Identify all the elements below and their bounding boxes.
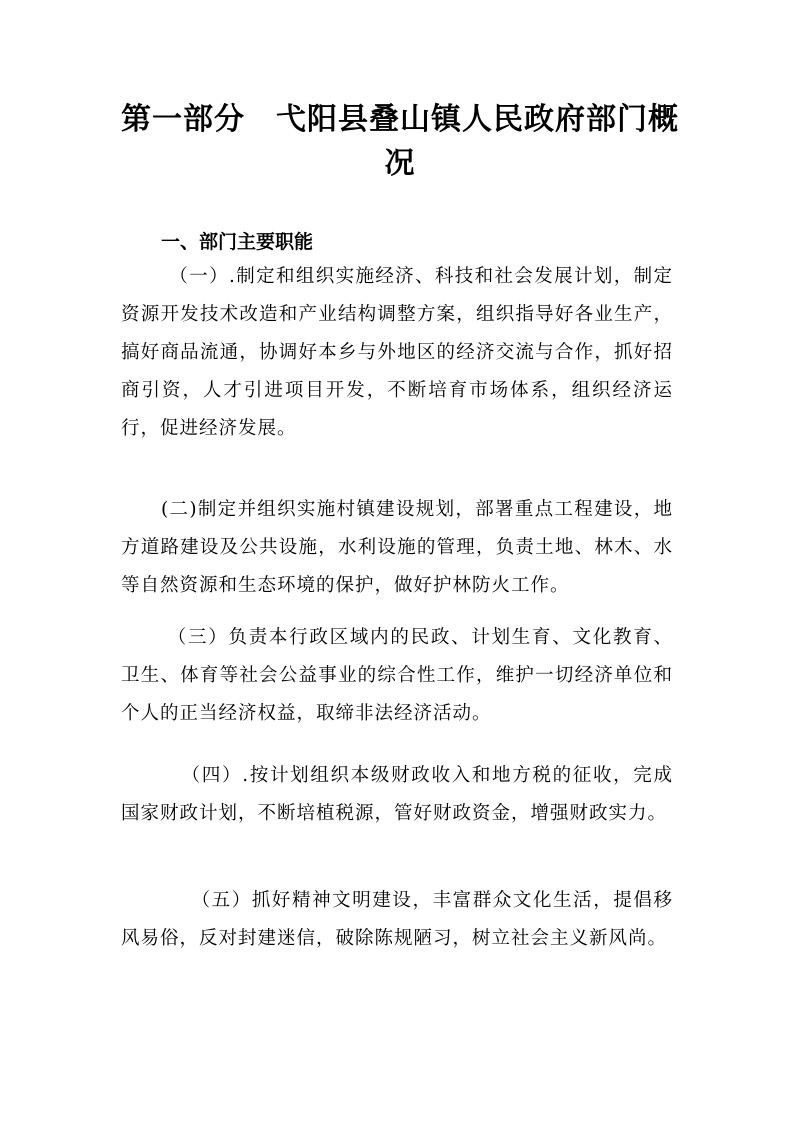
paragraph-5-text: （五）抓好精神文明建设，丰富群众文化生活，提倡移风易俗，反对封建迷信，破除陈规陋习，树立社会主义新风尚。 [121, 890, 673, 949]
page-title: 第一部分 弋阳县叠山镇人民政府部门概况 [121, 102, 679, 181]
paragraph-4 [121, 757, 673, 833]
section-heading: 一、部门主要职能 [161, 231, 314, 253]
paragraph-4-text: （四）.按计划组织本级财政收入和地方税的征收，完成国家财政计划，不断培植税源，管好财政资金，增强财政实力。 [121, 765, 673, 824]
paragraph-3 [121, 619, 673, 733]
paragraph-2 [121, 491, 673, 605]
paragraph-1-text: （一）.制定和组织实施经济、科技和社会发展计划，制定资源开发技术改造和产业结构调整方案，组织指导好各业生产，搞好商品流通，协调好本乡与外地区的经济交流与合作，抓好招商引资，人才引进项目开发，不断培育市场体系，组织经济运行，促进经济发展。 [121, 266, 673, 439]
paragraph-3-text: （三）负责本行政区域内的民政、计划生育、文化教育、卫生、体育等社会公益事业的综合性工作，维护一切经济单位和个人的正当经济权益，取缔非法经济活动。 [121, 627, 673, 724]
paragraph-1 [121, 258, 673, 448]
paragraph-2-text: (二)制定并组织实施村镇建设规划，部署重点工程建设，地方道路建设及公共设施，水利设施的管理，负责土地、林木、水等自然资源和生态环境的保护，做好护林防火工作。 [121, 499, 673, 596]
paragraph-5 [121, 882, 673, 958]
